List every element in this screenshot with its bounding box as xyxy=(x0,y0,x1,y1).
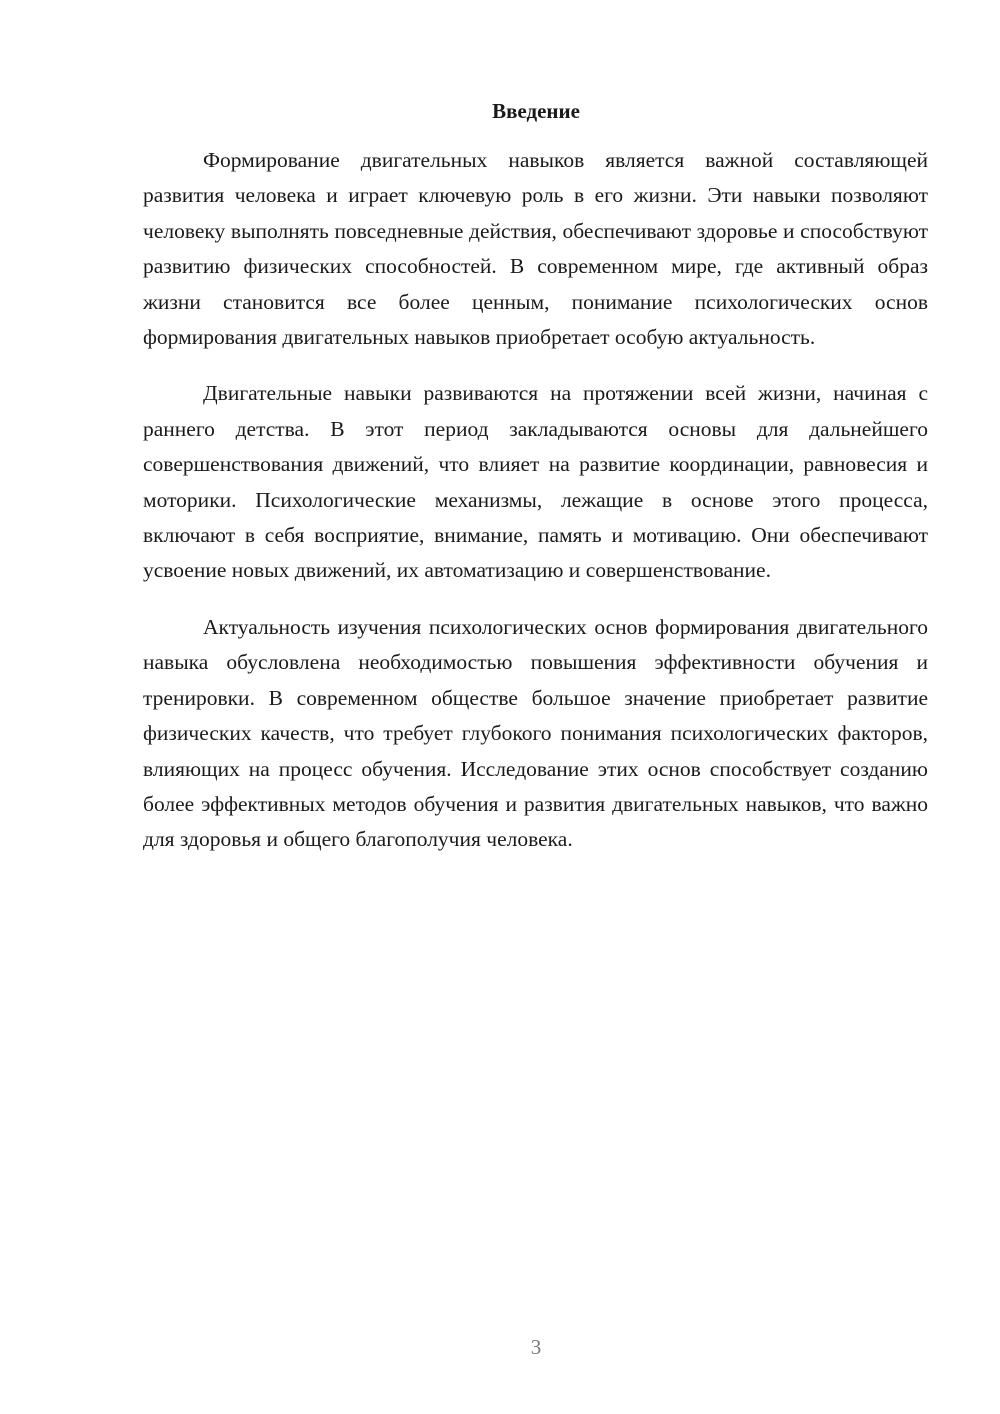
paragraph-1: Формирование двигательных навыков является важной составляющей развития человека и играет ключевую роль в его жизни. Эти навыки позволяют человеку выполнять повседневные действия, обеспечивают здоровье и способствуют развитию физических способностей. В современном мире, где активный образ жизни становится все более ценным, понимание психологических основ формирования двигательных навыков приобретает особую актуальность. xyxy=(143,148,928,350)
paragraph-2: Двигательные навыки развиваются на протяжении всей жизни, начиная с раннего детства. В этот период закладываются основы для дальнейшего совершенствования движений, что влияет на развитие координации, равновесия и моторики. Психологические механизмы, лежащие в основе этого процесса, включают в себя восприятие, внимание, память и мотивацию. Они обеспечивают усвоение новых движений, их автоматизацию и совершенствование. xyxy=(143,381,928,583)
page-title: Введение xyxy=(492,99,580,123)
document-body xyxy=(143,143,928,879)
paragraph-3: Актуальность изучения психологических основ формирования двигательного навыка обусловлена необходимостью повышения эффективности обучения и тренировки. В современном обществе большое значение приобретает развитие физических качеств, что требует глубокого понимания психологических факторов, влияющих на процесс обучения. Исследование этих основ способствует созданию более эффективных методов обучения и развития двигательных навыков, что важно для здоровья и общего благополучия человека. xyxy=(143,614,928,852)
page-number: 3 xyxy=(530,1335,542,1359)
